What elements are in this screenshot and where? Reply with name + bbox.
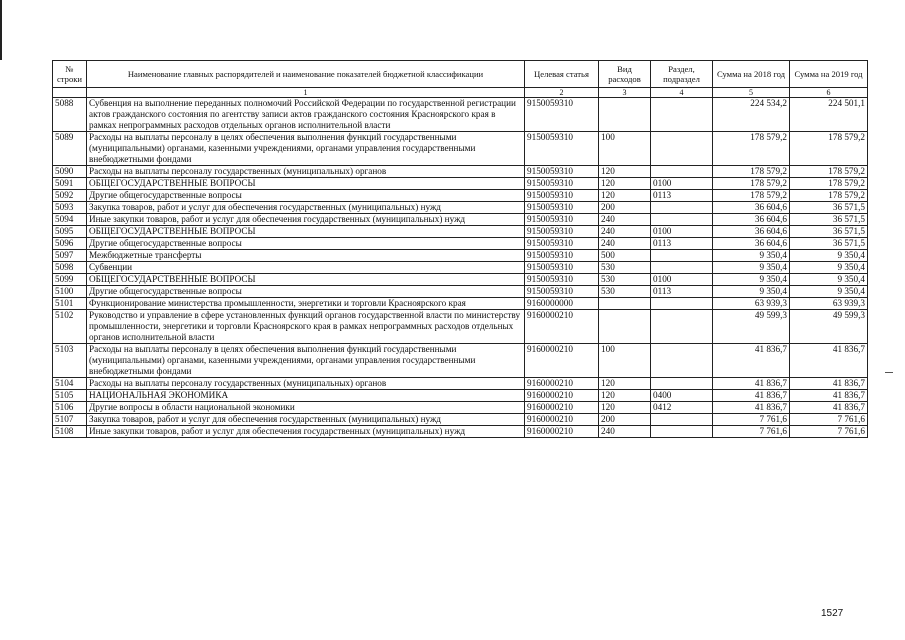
row-target-code: 9150059310 xyxy=(525,262,599,274)
row-section: 0412 xyxy=(651,402,713,414)
row-sum-2018: 63 939,3 xyxy=(713,298,790,310)
row-name: Субвенции xyxy=(87,262,525,274)
row-target-code: 9160000210 xyxy=(525,390,599,402)
row-number: 5089 xyxy=(53,132,87,166)
row-section xyxy=(651,250,713,262)
row-sum-2019: 41 836,7 xyxy=(790,402,868,414)
row-sum-2018: 36 604,6 xyxy=(713,226,790,238)
row-section xyxy=(651,166,713,178)
row-expense-type: 100 xyxy=(599,132,651,166)
row-sum-2019: 41 836,7 xyxy=(790,344,868,378)
table-row xyxy=(53,166,868,178)
header-razdel: Раздел, подраздел xyxy=(651,61,713,88)
row-expense-type: 200 xyxy=(599,202,651,214)
row-number: 5097 xyxy=(53,250,87,262)
row-expense-type: 120 xyxy=(599,402,651,414)
row-sum-2018: 49 599,3 xyxy=(713,310,790,344)
row-section: 0100 xyxy=(651,226,713,238)
row-sum-2019: 41 836,7 xyxy=(790,378,868,390)
row-target-code: 9160000210 xyxy=(525,402,599,414)
row-target-code: 9150059310 xyxy=(525,202,599,214)
row-target-code: 9150059310 xyxy=(525,226,599,238)
row-target-code: 9150059310 xyxy=(525,214,599,226)
row-target-code: 9160000210 xyxy=(525,414,599,426)
row-target-code: 9150059310 xyxy=(525,274,599,286)
row-sum-2018: 41 836,7 xyxy=(713,378,790,390)
row-number: 5092 xyxy=(53,190,87,202)
row-name: Закупка товаров, работ и услуг для обеспечения государственных (муниципальных) нужд xyxy=(87,414,525,426)
row-sum-2018: 41 836,7 xyxy=(713,390,790,402)
row-sum-2018: 41 836,7 xyxy=(713,402,790,414)
row-number: 5103 xyxy=(53,344,87,378)
row-sum-2018: 9 350,4 xyxy=(713,262,790,274)
row-section xyxy=(651,98,713,132)
row-expense-type: 530 xyxy=(599,262,651,274)
row-sum-2018: 41 836,7 xyxy=(713,344,790,378)
row-sum-2018: 36 604,6 xyxy=(713,202,790,214)
row-sum-2018: 178 579,2 xyxy=(713,178,790,190)
column-number: 1 xyxy=(87,88,525,98)
row-name: Межбюджетные трансферты xyxy=(87,250,525,262)
header-name: Наименование главных распорядителей и наименование показателей бюджетной классификации xyxy=(87,61,525,88)
table-row xyxy=(53,262,868,274)
row-target-code: 9150059310 xyxy=(525,166,599,178)
row-target-code: 9160000210 xyxy=(525,310,599,344)
table-row xyxy=(53,402,868,414)
row-sum-2019: 178 579,2 xyxy=(790,190,868,202)
row-number: 5101 xyxy=(53,298,87,310)
row-name: Другие общегосударственные вопросы xyxy=(87,286,525,298)
row-name: ОБЩЕГОСУДАРСТВЕННЫЕ ВОПРОСЫ xyxy=(87,178,525,190)
row-sum-2018: 178 579,2 xyxy=(713,132,790,166)
row-sum-2018: 9 350,4 xyxy=(713,250,790,262)
row-name: Другие общегосударственные вопросы xyxy=(87,238,525,250)
row-name: Расходы на выплаты персоналу в целях обеспечения выполнения функций государственными (муниципальными) органами, казенными учреждениями, органами управления государственными внебюджетными фондами xyxy=(87,132,525,166)
row-sum-2019: 178 579,2 xyxy=(790,178,868,190)
row-sum-2019: 178 579,2 xyxy=(790,132,868,166)
row-name: ОБЩЕГОСУДАРСТВЕННЫЕ ВОПРОСЫ xyxy=(87,226,525,238)
row-section xyxy=(651,202,713,214)
row-number: 5106 xyxy=(53,402,87,414)
row-name: Иные закупки товаров, работ и услуг для обеспечения государственных (муниципальных) нужд xyxy=(87,426,525,438)
row-name: Расходы на выплаты персоналу государственных (муниципальных) органов xyxy=(87,166,525,178)
header-row-no: № строки xyxy=(53,61,87,88)
row-sum-2019: 7 761,6 xyxy=(790,426,868,438)
row-expense-type: 500 xyxy=(599,250,651,262)
row-name: ОБЩЕГОСУДАРСТВЕННЫЕ ВОПРОСЫ xyxy=(87,274,525,286)
row-sum-2019: 36 571,5 xyxy=(790,202,868,214)
row-name: Расходы на выплаты персоналу в целях обеспечения выполнения функций государственными (муниципальными) органами, казенными учреждениями, органами управления государственными внебюджетными фондами xyxy=(87,344,525,378)
row-sum-2018: 7 761,6 xyxy=(713,414,790,426)
table-row xyxy=(53,286,868,298)
row-sum-2019: 49 599,3 xyxy=(790,310,868,344)
row-sum-2019: 9 350,4 xyxy=(790,274,868,286)
column-number: 4 xyxy=(651,88,713,98)
row-target-code: 9150059310 xyxy=(525,98,599,132)
row-expense-type: 120 xyxy=(599,378,651,390)
row-sum-2019: 178 579,2 xyxy=(790,166,868,178)
row-expense-type xyxy=(599,298,651,310)
row-number: 5107 xyxy=(53,414,87,426)
row-expense-type xyxy=(599,310,651,344)
table-row xyxy=(53,298,868,310)
row-sum-2018: 36 604,6 xyxy=(713,238,790,250)
row-sum-2019: 9 350,4 xyxy=(790,262,868,274)
table-row xyxy=(53,310,868,344)
row-number: 5099 xyxy=(53,274,87,286)
page-number: 1527 xyxy=(821,608,844,619)
row-target-code: 9150059310 xyxy=(525,190,599,202)
row-sum-2019: 9 350,4 xyxy=(790,286,868,298)
table-row xyxy=(53,274,868,286)
row-expense-type: 120 xyxy=(599,166,651,178)
row-target-code: 9150059310 xyxy=(525,132,599,166)
table-row xyxy=(53,250,868,262)
row-sum-2018: 9 350,4 xyxy=(713,286,790,298)
table-body xyxy=(53,98,868,438)
table-row xyxy=(53,132,868,166)
table-row xyxy=(53,214,868,226)
row-sum-2019: 63 939,3 xyxy=(790,298,868,310)
row-sum-2019: 36 571,5 xyxy=(790,238,868,250)
row-name: НАЦИОНАЛЬНАЯ ЭКОНОМИКА xyxy=(87,390,525,402)
table-row xyxy=(53,426,868,438)
column-number: 2 xyxy=(525,88,599,98)
row-sum-2018: 9 350,4 xyxy=(713,274,790,286)
row-section: 0113 xyxy=(651,190,713,202)
table-row xyxy=(53,190,868,202)
row-expense-type: 120 xyxy=(599,390,651,402)
row-section: 0400 xyxy=(651,390,713,402)
column-number: 6 xyxy=(790,88,868,98)
row-number: 5095 xyxy=(53,226,87,238)
row-sum-2019: 9 350,4 xyxy=(790,250,868,262)
row-name: Субвенция на выполнение переданных полномочий Российской Федерации по государственной регистрации актов гражданского состояния по агентству записи актов гражданского состояния Красноярского края в рамках непрограммных расходов отдельных органов исполнительной власти xyxy=(87,98,525,132)
header-vid: Вид расходов xyxy=(599,61,651,88)
row-section: 0100 xyxy=(651,274,713,286)
row-number: 5098 xyxy=(53,262,87,274)
header-sum-2018: Сумма на 2018 год xyxy=(713,61,790,88)
row-section xyxy=(651,426,713,438)
row-expense-type: 240 xyxy=(599,426,651,438)
row-name: Иные закупки товаров, работ и услуг для обеспечения государственных (муниципальных) нужд xyxy=(87,214,525,226)
row-section xyxy=(651,262,713,274)
table-row xyxy=(53,178,868,190)
row-expense-type: 530 xyxy=(599,274,651,286)
row-section xyxy=(651,310,713,344)
column-number-row xyxy=(53,88,868,98)
row-name: Другие вопросы в области национальной экономики xyxy=(87,402,525,414)
row-sum-2018: 178 579,2 xyxy=(713,166,790,178)
row-target-code: 9150059310 xyxy=(525,250,599,262)
row-section xyxy=(651,378,713,390)
table-row xyxy=(53,414,868,426)
header-code: Целевая статья xyxy=(525,61,599,88)
row-section xyxy=(651,298,713,310)
row-sum-2018: 224 534,2 xyxy=(713,98,790,132)
table-row xyxy=(53,378,868,390)
row-expense-type: 240 xyxy=(599,238,651,250)
row-target-code: 9160000210 xyxy=(525,426,599,438)
row-sum-2018: 36 604,6 xyxy=(713,214,790,226)
table-row xyxy=(53,226,868,238)
row-section: 0113 xyxy=(651,286,713,298)
row-number: 5090 xyxy=(53,166,87,178)
row-expense-type: 240 xyxy=(599,226,651,238)
row-number: 5094 xyxy=(53,214,87,226)
column-number xyxy=(53,88,87,98)
row-expense-type: 120 xyxy=(599,178,651,190)
row-expense-type: 120 xyxy=(599,190,651,202)
row-sum-2019: 41 836,7 xyxy=(790,390,868,402)
row-name: Руководство и управление в сфере установленных функций органов государственной власти по министерству промышленности, энергетики и торговли Красноярского края в рамках непрограммных расходов отдельных органов исполнительной власти xyxy=(87,310,525,344)
row-expense-type xyxy=(599,98,651,132)
header-row xyxy=(53,61,868,88)
row-number: 5096 xyxy=(53,238,87,250)
row-expense-type: 530 xyxy=(599,286,651,298)
column-number: 5 xyxy=(713,88,790,98)
scan-edge-line xyxy=(0,0,2,60)
row-expense-type: 200 xyxy=(599,414,651,426)
table-row xyxy=(53,344,868,378)
row-name: Функционирование министерства промышленности, энергетики и торговли Красноярского края xyxy=(87,298,525,310)
row-target-code: 9160000210 xyxy=(525,344,599,378)
row-number: 5108 xyxy=(53,426,87,438)
table-row xyxy=(53,202,868,214)
row-target-code: 9160000000 xyxy=(525,298,599,310)
row-target-code: 9150059310 xyxy=(525,178,599,190)
table-row xyxy=(53,98,868,132)
row-section xyxy=(651,132,713,166)
row-name: Другие общегосударственные вопросы xyxy=(87,190,525,202)
row-number: 5091 xyxy=(53,178,87,190)
row-sum-2019: 36 571,5 xyxy=(790,214,868,226)
column-number: 3 xyxy=(599,88,651,98)
row-name: Закупка товаров, работ и услуг для обеспечения государственных (муниципальных) нужд xyxy=(87,202,525,214)
row-expense-type: 100 xyxy=(599,344,651,378)
row-section: 0113 xyxy=(651,238,713,250)
row-number: 5088 xyxy=(53,98,87,132)
row-section xyxy=(651,214,713,226)
row-sum-2018: 7 761,6 xyxy=(713,426,790,438)
table-row xyxy=(53,238,868,250)
row-section: 0100 xyxy=(651,178,713,190)
row-sum-2019: 7 761,6 xyxy=(790,414,868,426)
row-number: 5105 xyxy=(53,390,87,402)
margin-tick-mark xyxy=(885,372,893,373)
row-number: 5102 xyxy=(53,310,87,344)
row-expense-type: 240 xyxy=(599,214,651,226)
budget-table xyxy=(52,60,868,438)
row-target-code: 9150059310 xyxy=(525,238,599,250)
row-sum-2019: 224 501,1 xyxy=(790,98,868,132)
row-number: 5093 xyxy=(53,202,87,214)
row-target-code: 9160000210 xyxy=(525,378,599,390)
row-sum-2019: 36 571,5 xyxy=(790,226,868,238)
row-number: 5100 xyxy=(53,286,87,298)
row-target-code: 9150059310 xyxy=(525,286,599,298)
header-sum-2019: Сумма на 2019 год xyxy=(790,61,868,88)
row-name: Расходы на выплаты персоналу государственных (муниципальных) органов xyxy=(87,378,525,390)
table-row xyxy=(53,390,868,402)
row-section xyxy=(651,414,713,426)
row-sum-2018: 178 579,2 xyxy=(713,190,790,202)
row-section xyxy=(651,344,713,378)
row-number: 5104 xyxy=(53,378,87,390)
